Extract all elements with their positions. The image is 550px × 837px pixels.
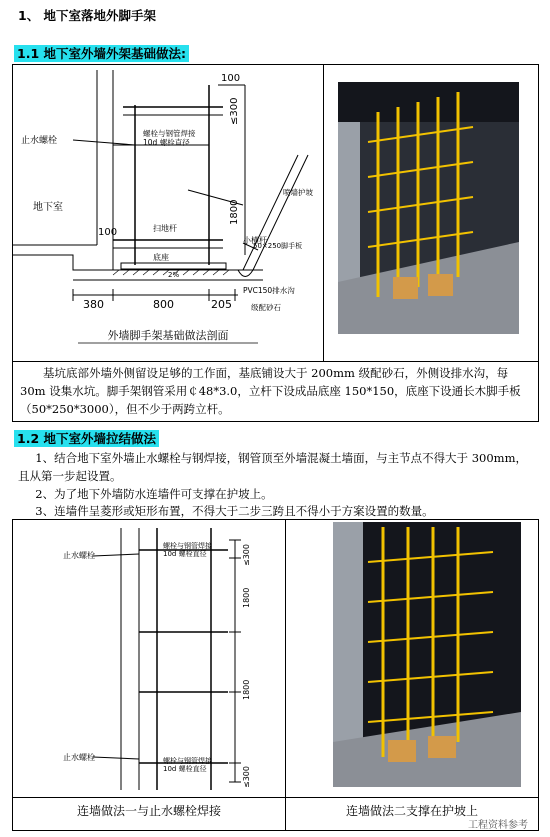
dim-100-top: 100 bbox=[221, 73, 241, 84]
label-weld-bot-1: 螺栓与钢管焊接 bbox=[163, 757, 212, 765]
label-sweep-bar: 扫地杆 bbox=[153, 224, 177, 233]
label-weld-bot-2: 10d 螺栓直径 bbox=[163, 765, 207, 773]
label-gravel: 级配砂石 bbox=[251, 303, 281, 312]
label-stop-bolt-bottom: 止水螺栓 bbox=[63, 753, 95, 762]
label-basement: 地下室 bbox=[33, 202, 63, 213]
dim-300-top: ≤300 bbox=[242, 544, 251, 566]
dim-300: ≤300 bbox=[229, 97, 240, 125]
section-heading-foundation: 1.1 地下室外墙外架基础做法: bbox=[14, 45, 189, 62]
caption-tie-method-1: 连墙做法一与止水螺栓焊接 bbox=[76, 804, 221, 818]
table-divider bbox=[12, 361, 539, 362]
dim-205: 205 bbox=[211, 298, 232, 311]
label-pvc: PVC150排水沟 bbox=[243, 286, 295, 295]
dim-100-left: 100 bbox=[98, 227, 118, 238]
label-slope-2pct: 2% bbox=[168, 271, 180, 279]
page-title: 1、 地下室落地外脚手架 bbox=[18, 8, 157, 23]
dim-300-bottom: ≤300 bbox=[242, 766, 251, 788]
label-weld-1: 螺栓与钢管焊接 bbox=[143, 129, 196, 138]
foundation-section-drawing bbox=[13, 65, 322, 361]
tie-item-2: 2、为了地下外墙防水连墙件可支撑在护坡上。 bbox=[35, 487, 273, 501]
foundation-3d-render bbox=[338, 82, 519, 334]
dim-1800: 1800 bbox=[229, 199, 240, 225]
section-heading-tie: 1.2 地下室外墙拉结做法 bbox=[14, 430, 159, 447]
dim-800: 800 bbox=[153, 298, 174, 311]
dim-380: 380 bbox=[83, 298, 104, 311]
table-divider bbox=[323, 64, 324, 362]
label-slope: 喷墙护坡 bbox=[283, 188, 313, 197]
label-weld-2: 10d 螺栓直径 bbox=[143, 138, 190, 147]
tie-3d-render bbox=[333, 522, 521, 787]
table-divider bbox=[12, 797, 539, 798]
label-weld-top-2: 10d 螺栓直径 bbox=[163, 550, 207, 558]
caption-tie-method-2: 连墙做法二支撑在护坡上 bbox=[345, 804, 478, 818]
tie-section-drawing bbox=[13, 520, 284, 796]
drawing-caption: 外墙脚手架基础做法剖面 bbox=[107, 329, 229, 342]
watermark: 工程资料参考 bbox=[468, 820, 528, 831]
label-weld-top-1: 螺栓与钢管焊接 bbox=[163, 542, 212, 550]
dim-1800-b: 1800 bbox=[242, 679, 251, 700]
foundation-description: 基坑底部外墙外侧留设足够的工作面，基底铺设大于 200mm 级配砂石，外侧设排水沟，每 30m 设集水坑。脚手架钢管采用￠48*3.0，立杆下设成品底座 150*150，底座下设通长木脚手板（50*250*3000），但不少于两跨立杆。 bbox=[20, 366, 521, 416]
label-plank: 50×250脚手板 bbox=[253, 242, 303, 250]
label-small-bar: 小横杆 bbox=[243, 236, 267, 245]
label-stop-bolt: 止水螺栓 bbox=[21, 136, 58, 146]
tie-item-3: 3、连墙件呈菱形或矩形布置，不得大于二步三跨且不得小于方案设置的数量。 bbox=[35, 504, 434, 518]
label-stop-bolt-top: 止水螺栓 bbox=[63, 551, 95, 560]
label-base-seat: 底座 bbox=[153, 253, 169, 262]
dim-1800-a: 1800 bbox=[242, 587, 251, 608]
table-divider bbox=[285, 519, 286, 831]
tie-item-1: 1、结合地下室外墙止水螺栓与钢焊接，钢管顶至外墙混凝土墙面，与主节点不得大于 300mm，且从第一步起设置。 bbox=[18, 451, 527, 483]
